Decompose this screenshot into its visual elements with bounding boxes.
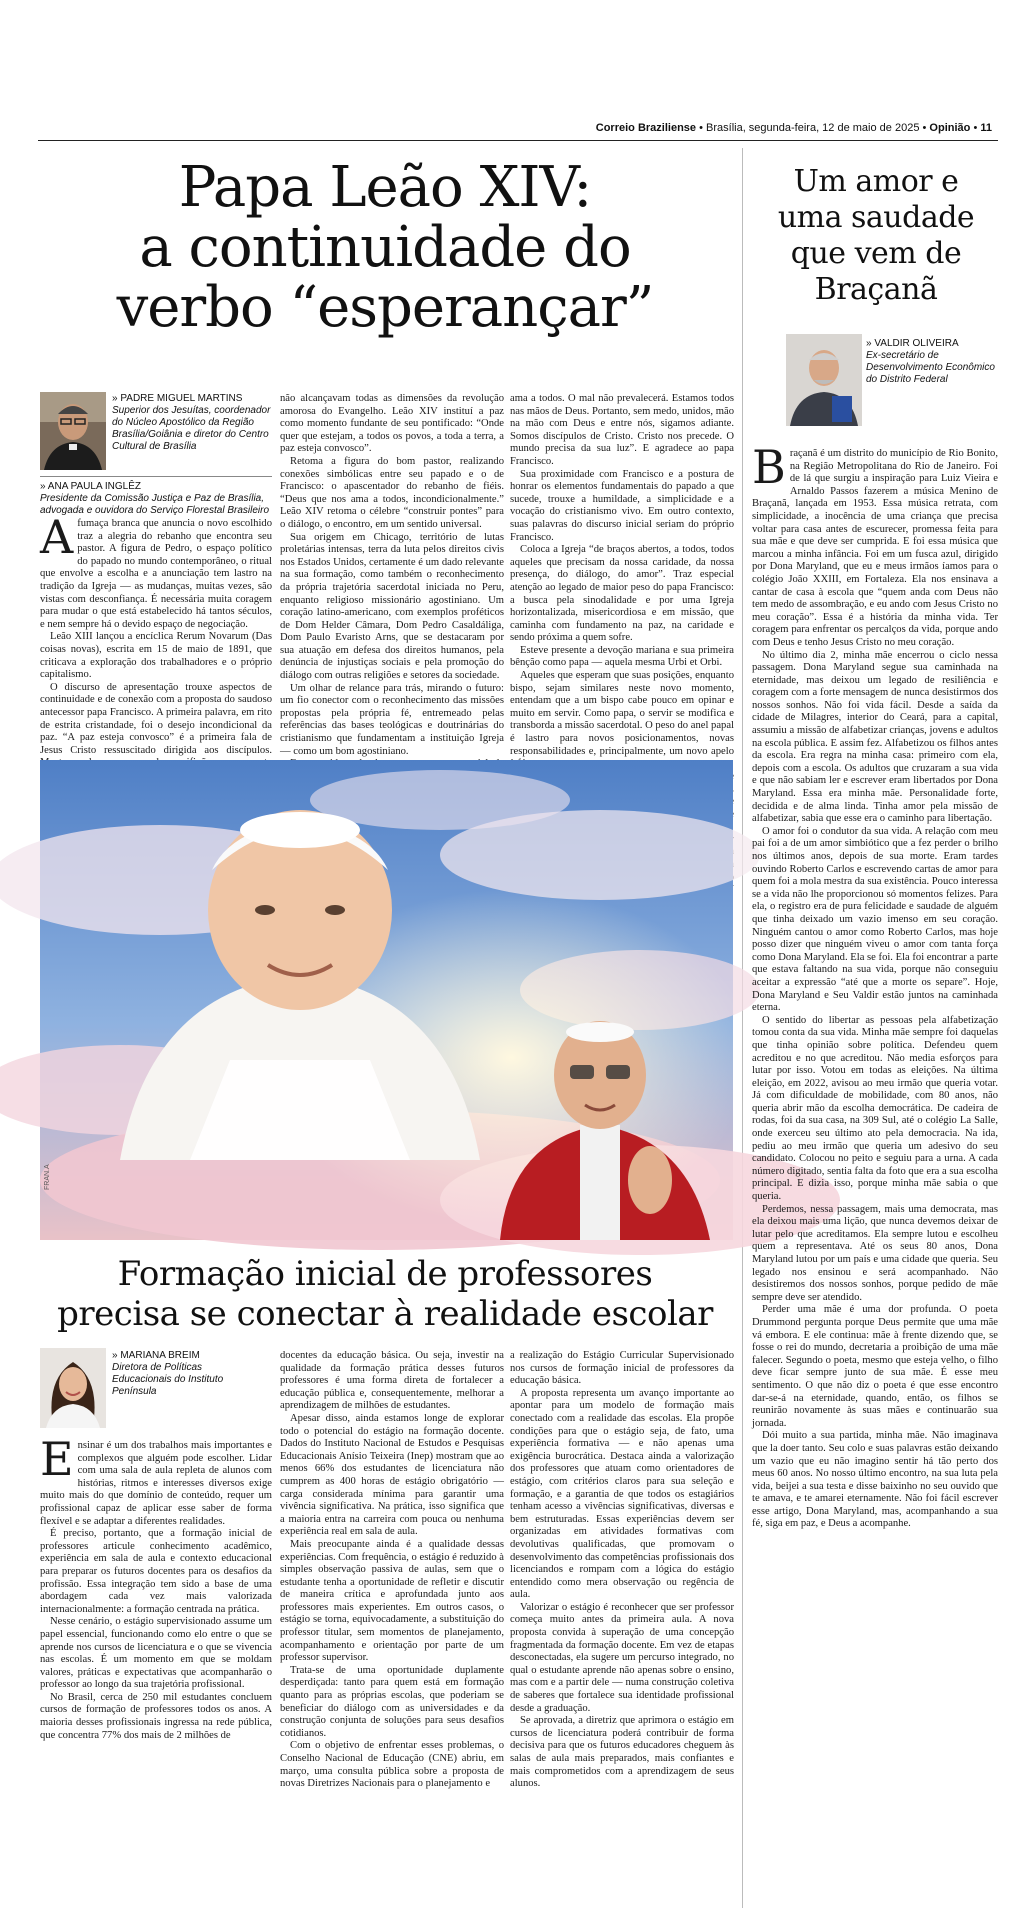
author-credit-valdir: » VALDIR OLIVEIRA Ex-secretário de Desenvolvimento Econômico do Distrito Federal bbox=[866, 338, 996, 386]
article2-column-1: Ensinar é um dos trabalhos mais importantes e complexos que alguém pode escolher. Lidar com uma sala de aula repleta de alunos com histórias, ritmos e interesses diversos exige muito mais do que domínio de conteúdo, requer um profissional capaz de aplicar esse saber de forma flexível e se adaptar a diferentes realidades. É preciso, portanto, que a formação inicial de professores articule conhecimento acadêmico, experiência em sala de aula e contexto educacional para preparar os futuros docentes para os desafios da profissão. Essa integração tem sido a base de uma abordagem cada vez mais valorizada internacionalmente: a formação centrada na prática. Nesse cenário, o estágio supervisionado assume um papel essencial, funcionando como elo entre o que se aprende nos cursos de licenciatura e o que se vivencia nas escolas. É um momento em que se moldam valores, práticas e expectativas que acompanharão o professor ao longo da sua trajetória profissional. No Brasil, cerca de 250 mil estudantes concluem cursos de formação de professores todos os anos. A maioria desses profissionais ingressa na rede pública, que concentra 77% dos mais de 2 milhões de bbox=[40, 1432, 272, 1741]
article2-title: Formação inicial de professores precisa se conectar à realidade escolar bbox=[57, 1254, 713, 1334]
page-number: 11 bbox=[980, 122, 992, 134]
article3-title: Um amor e uma saudade que vem de Braçanã bbox=[777, 164, 975, 307]
header-rule bbox=[38, 140, 998, 141]
popes-illustration bbox=[40, 760, 733, 1240]
author-separator bbox=[40, 476, 272, 477]
article1-column-1: Afumaça branca que anuncia o novo escolhido traz a alegria do rebanho que encontra seu pastor. A figura de Pedro, o espaço político do papado no mundo contemporâneo, o ritual que envolve a escolha e a anunciação tem lastro na tradição da Igreja — as mudanças, muitas vezes, são vistas com desconfiança. É necessária muita coragem para mudar o que está estabelecido há tantos séculos, e nem sempre há o devido espaço de negociação. Leão XIII lançou a encíclica Rerum Novarum (Das coisas novas), escrita em 15 de maio de 1891, que criticava a exploração dos trabalhadores e o próprio capitalismo. O discurso de apresentação trouxe aspectos de continuidade e de conexão com a proposta do saudoso antecessor papa Francisco. A primeira palavra, em rito de estrita cristandade, foi o desejo incondicional da paz. “A paz esteja convosco” é a primeira fala de Jesus Cristo ressuscitado dirigida aos discípulos. bbox=[40, 510, 272, 756]
column-divider bbox=[742, 148, 743, 1908]
author-photo-miguel bbox=[40, 392, 106, 470]
article1-column-3: ama a todos. O mal não prevalecerá. Estamos todos nas mãos de Deus. Portanto, sem medo, unidos, mão na mão com Deus e entre nós, sigamos adiante. Somos discípulos de Cristo. Cristo nos precede. O mundo precisa da sua luz”. E agradece ao papa Francisco. Sua proximidade com Francisco e a postura de honrar os elementos fundamentais do papado a que sucede, trouxe a humildade, a simplicidade e a vocação do cristianismo vivo. Em outro contexto, suas palavras do discurso inicial seriam do próprio Francisco. Coloca a Igreja “de braços abertos, a todos, todos aqueles que precisam da nossa caridade, da nossa presença, do diálogo, do amor”. Traz especial atenção ao legado de maior peso do papa Francisco: a busca pela sinodalidade e por uma Igreja horizontalizada, misericordiosa e em missão, que caminha com fundamento na paz, na caridade e sendo próxima a quem sofre. Esteve presente a devoção mariana e sua primeira bênção como papa — aquela mesma Urbi et Orbi. Aqueles que esperam que suas posições, enquanto bispo, sejam similares neste novo momento, entendam que a um bispo cabe pouco em opinar e muito em servir. Como papa, o servir se modifica e transborda a missão sacerdotal. O peso do anel papal é lastro para novos posicionamentos, novas responsabilidades e, principalmente, um novo apelo bbox=[510, 393, 734, 757]
article1-title: Papa Leão XIV: a continuidade do verbo “esperançar” bbox=[116, 155, 654, 340]
article2-column-3: a realização do Estágio Curricular Supervisionado nos cursos de formação inicial de professores da educação básica. A proposta representa um avanço importante ao apontar para um modelo de formação mais conectado com a realidade das escolas. Ela propõe condições para que o estágio seja, de fato, uma experiência formativa — e não apenas uma exigência burocrática. Destaca ainda a valorização dos professores que atuam como orientadores de estágio, com critérios claros para sua seleção e formação, e a garantia de que todos os estagiários tenham acesso a vivências significativas, diversas e bem estruturadas. Essas experiências devem ser organizadas em atividades formativas com devolutivas qualificadas, que promovam o desenvolvimento das competências profissionais dos licenciandos e rompam com a lógica do estágio entendido como mera observação ou regência de aula. Valorizar o estágio é reconhecer que ser professor começa muito antes da primeira aula. A nova proposta convida à superação de uma concepção fragmentada da formação docente. Em vez de etapas desconectadas, ela sugere um percurso integrado, no qual o estudante aprende não apenas sobre o ensino, mas com e a partir dele — numa construção coletiva de saberes que fortalece sua identidade profissional desde a graduação. Se aprovada, a diretriz que aprimora o estágio em cursos de licenciatura poderá contribuir de forma decisiva para que os futuros educadores cheguem às salas de aula mais preparados, mais confiantes e mais comprometidos com a aprendizagem de seus alunos. bbox=[510, 1350, 734, 1790]
page-header: Correio Braziliense • Brasília, segunda-feira, 12 de maio de 2025 • Opinião • 11 bbox=[595, 122, 992, 134]
author-credit-mariana: » MARIANA BREIM Diretora de Políticas Educacionais do Instituto Península bbox=[112, 1350, 262, 1398]
paper-name: Correio Braziliense bbox=[595, 122, 697, 134]
article2-column-2: docentes da educação básica. Ou seja, investir na qualidade da formação prática desses futuros professores é uma forma direta de fortalecer a educação pública e, consequentemente, melhorar a aprendizagem de milhões de estudantes. Apesar disso, ainda estamos longe de explorar todo o potencial do estágio na formação docente. Dados do Instituto Nacional de Estudos e Pesquisas Educacionais Anísio Teixeira (Inep) mostram que ao menos 66% dos estudantes de licenciatura não cumprem as 400 horas de estágio obrigatório — carga considerada mínima para garantir uma vivência significativa. Na prática, isso significa que a maioria entra na carreira com pouca ou nenhuma experiência real em sala de aula. Mais preocupante ainda é a qualidade dessas experiências. Com frequência, o estágio é reduzido à simples observação passiva de aulas, sem que o estudante tenha a oportunidade de refletir e discutir de maneira crítica e aprofundada junto aos professores mais experientes. Em outros casos, o estágio se torna, equivocadamente, a substituição do professor titular, sem momentos de planejamento, acompanhamento e orientação por parte de um professor supervisor. Trata-se de uma oportunidade duplamente desperdiçada: tanto para quem está em formação quanto para as próprias escolas, que poderiam se beneficiar do diálogo com as universidades e da construção conjunta de soluções para seus desafios cotidianos. Com o objetivo de enfrentar esses problemas, o Conselho Nacional de Educação (CNE) abriu, em março, uma consulta pública sobre a proposta de novas Diretrizes Nacionais para o planejamento e bbox=[280, 1350, 504, 1790]
author2-credit: » ANA PAULA INGLÊZ Presidente da Comissão Justiça e Paz de Brasília, advogada e ouvidora do Serviço Florestal Brasileiro bbox=[40, 481, 272, 517]
illustration-credit: FRAN.A bbox=[44, 1164, 51, 1190]
author1-credit: » PADRE MIGUEL MARTINS Superior dos Jesuítas, coordenador do Núcleo Apostólico da Região Brasília/Goiânia e diretor do Centro Cultural de Brasília bbox=[112, 393, 272, 453]
article1-column-2: não alcançavam todas as dimensões da revolução amorosa do Evangelho. Leão XIV instituí a paz como momento fundante de seu pontificado: “Onde quer que estejam, a todos os povos, a toda a terra, a paz esteja convosco”. Retoma a figura do bom pastor, realizando conexões simbólicas entre seu papado e o de Francisco: o apascentador do rebanho de fiéis. “Deus que nos ama a todos, incondicionalmente.” Leão XIV retoma o célebre “construir pontes” para o diálogo, o encontro, em um sentido universal. Sua origem em Chicago, território de lutas proletárias intensas, terra da luta pelos direitos civis nos Estados Unidos, certamente é um dado relevante na sua formação, como também o reconhecimento da própria trajetória sacerdotal iniciada no Peru, enquanto religioso missionário agostiniano. Um coração latino-americano, com exemplos proféticos de Dom Helder Câmara, Dom Pedro Casaldáliga, Dom Paulo Evaristo Arns, que se destacaram por sua atuação em defesa dos direitos humanos, pela denúncia de injustiças sociais e pela promoção do diálogo com outras religiões e setores da sociedade. Um olhar de relance para trás, mirando o futuro: um fio conector com o reconhecimento das missões propostas pela própria fé, entremeado pelas referências das bases teológicas e doutrinárias do cristianismo que fundamentam a instituição Igreja — como um bom agostiniano. bbox=[280, 393, 504, 757]
author-photo-valdir bbox=[786, 334, 862, 426]
article3-body: Braçanã é um distrito do município de Rio Bonito, na Região Metropolitana do Rio de Janeiro. Foi de lá que surgiu a inspiração para Luiz Vieira e Arnaldo Passos fazerem a música Menino de Braçanã, lançada em 1953. Essa música retrata, com simplicidade, a inocência de uma criança que precisa voltar para casa antes de escurecer, promessa feita para sua mãe e que deve ser cumprida. E foi essa música que marcou a minha infância. Foi em um fusca azul, dirigido por Dona Maryland, que eu e meus irmãos íamos para o colégio João XXIII, em Fortaleza. Ela nos ensinava a cantar de casa à escola que “quem anda com Deus não tem medo de assombração, e eu ando com Jesus Cristo no meu coração”. Essa é a história da minha vida. Ter coragem para enfrentar os percalços da vida, porque ando com Deus e tenho Jesus Cristo no meu coração. No último dia 2, minha mãe encerrou o ciclo nessa passagem. Dona Maryland segue sua caminhada na eternidade, mas deixou um legado de resiliência e coragem com a forte mensagem de nunca desistirmos dos nossos sonhos. Não foi vida fácil. Desde a saída da cidade de Milagres, interior do Ceará, para a capital, assumiu a missão de alfabetizar crianças, jovens e adultos na escola pública. E assim fez. Alfabetizou os filhos antes da escola. Era regra na minha casa: primeiro com ela, depois com a escola. Os adultos que cruzaram a sua vida e que não sabiam ler e escrever eram libertados por Dona Maryland. Essa era minha mãe. Personalidade forte, decidida e de alma linda. Tinha amor pela missão de alfabetizar, sabia que esse era o caminho para libertação. O amor foi o condutor da sua vida. A relação com meu pai foi a de um amor simbiótico que a fez perder o brilho nos últimos anos, depois de sua morte. Eram tardes ouvindo Roberto Carlos e escrevendo cartas de amor para quem foi a mola mestra da sua existência. Pouco interessa se a vida não lhe proporcionou só momentos felizes. Para ela, o registro era de pura felicidade e saudade de alguém que tinha deixado um vazio imenso em seu coração. Ninguém cantou o amor como Roberto Carlos, mas hoje posso dizer que ninguém viveu o amor com tanta força como Dona Maryland. Ela se foi. Ela foi encontrar a parte que estava faltando na sua vida, porque não conseguiu aceitar a expressão “até que a morte os separe”. Hoje, Dona Maryland e Seu Valdir estão juntos na caminhada eterna. O sentido do libertar as pessoas pela alfabetização tomou conta da sua vida. Minha mãe sempre foi daquelas que tinha opinião sobre política. Defendeu quem acreditou e no que acreditou. Não media esforços para lutar por isso. Votou em todas as eleições. Na última eleição, em 2022, avisou ao meu irmão que queria votar. Já com dificuldade de mobilidade, com 80 anos, não queria abrir mão da escolha democrática. De cadeira de rodas, foi da sua casa, na 309 Sul, até o colégio La Salle, onde exerceu seu último ato pela democracia. Na ida, pediu ao meu irmão que queria um adesivo do seu candidato. Colocou no peito e seguiu para a urna. A cada número digitado, sentia falta da foto que era a sua escolha principal. E dizia isso, porque minha mãe sabia o que queria. Perdemos, nessa passagem, mais uma democrata, mas ela deixou mais uma lição, que nunca devemos deixar de lutar pelo que acreditamos. Ela sempre lutou e escolheu quem a representava. Até os seus 80 anos, Dona Maryland lutou por um país e uma cidade que queria. Seu legado nos ensinou e será acompanhado. Não desistiremos dos nossos sonhos, porque pedido de mãe sempre deve ser atendido. Perder uma mãe é uma dor profunda. O poeta Drummond pergunta porque Deus permite que uma mãe vá embora. E ele continua: mãe à frente dizendo que, se fosse o rei do mundo, decretaria a proibição de uma mãe falecer. Segundo o poeta, mesmo que esteja velho, o filho deve ficar sempre junto de sua mãe. É esse meu sentimento. O que não diz o poeta é que esse encontro dar-se-á na eternidade, quando, então, os filhos se reunirão novamente às suas mães e continuarão sua jornada. Dói muito a sua partida, minha mãe. Não imaginava que la doer tanto. Seu colo e suas palavras estão deixando um vazio que eu não imagino sentir há tão perto dos meus 60 anos. No nosso último encontro, na sua luta pela vida, beijei a sua testa e disse baixinho no seu ouvido que te amava, e te amarei eternamente. Não foi fácil escrever esse artigo, Dona Maryland, mas, acompanhando a sua fé, siga em paz, e Deus a acompanhe. bbox=[752, 440, 998, 1530]
section-name: Opinião bbox=[929, 122, 971, 134]
dateline: Brasília, segunda-feira, 12 de maio de 2025 bbox=[706, 122, 920, 134]
author-photo-mariana bbox=[40, 1348, 106, 1428]
